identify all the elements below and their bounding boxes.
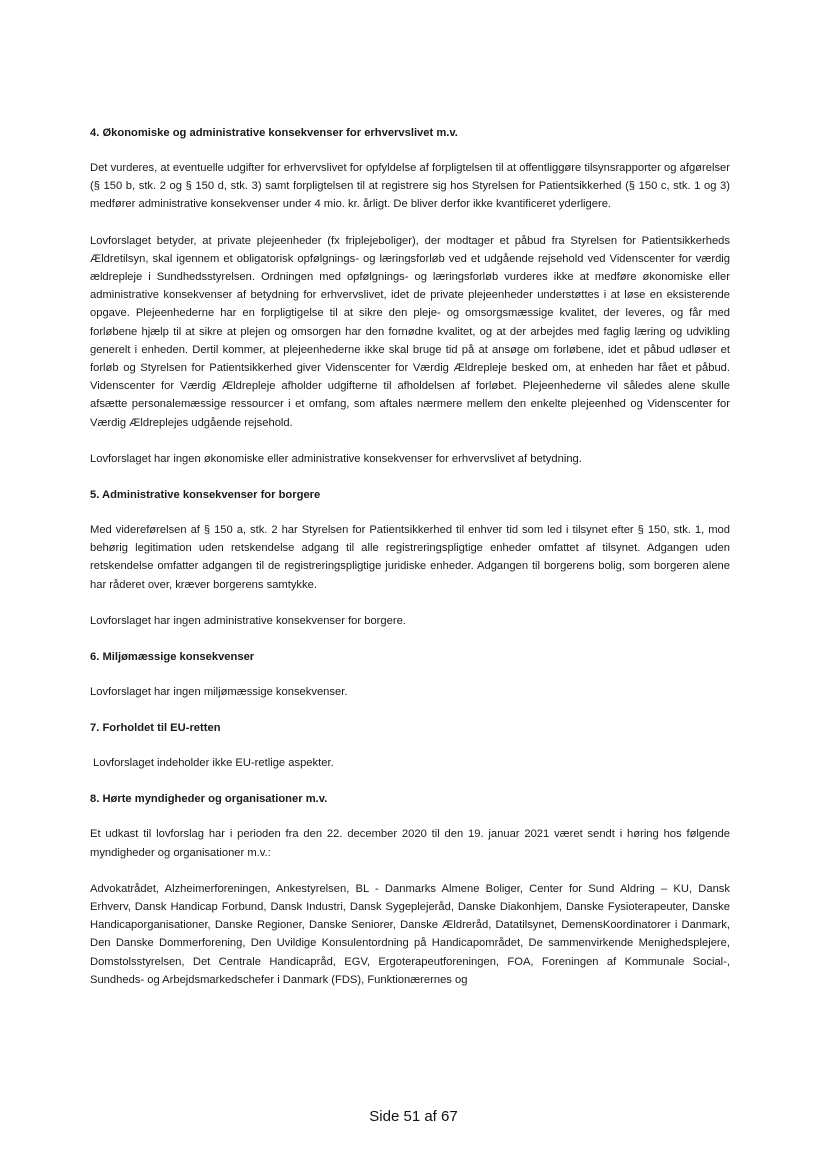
page-number: Side 51 af 67 bbox=[369, 1108, 458, 1125]
section-4-paragraph-3: Lovforslaget har ingen økonomiske eller administrative konsekvenser for erhvervslivet af betydning. bbox=[90, 452, 582, 465]
section-heading-4: 4. Økonomiske og administrative konsekvenser for erhvervslivet m.v. bbox=[90, 127, 458, 139]
section-heading-6: 6. Miljømæssige konsekvenser bbox=[90, 651, 255, 664]
section-8-paragraph-1: Et udkast til lovforslag har i perioden fra den 22. december 2020 til den 19. januar 2021 været sendt i høring hos følgende myndigheder og organisationer m.v.: bbox=[90, 828, 730, 859]
section-heading-8: 8. Hørte myndigheder og organisationer m.v. bbox=[90, 793, 328, 806]
section-5-paragraph-1: Med videreførelsen af § 150 a, stk. 2 har Styrelsen for Patientsikkerhed til enhver tid som led i tilsynet efter § 150, stk. 1, mod behørig legitimation uden retskendelse adgang til alle registreringspligtige enheder omfattet af tilsynet. Adgangen uden retskendelse omfatter adgangen til de registreringspligtige juridiske enheder. Adgangen til borgerens bolig, som borgeren alene har råderet over, kræver borgerens samtykke. bbox=[90, 524, 730, 591]
section-4-paragraph-1: Det vurderes, at eventuelle udgifter for erhvervslivet for opfyldelse af forpligtelsen til at offentliggøre tilsynsrapporter og afgørelser (§ 150 b, stk. 2 og § 150 d, stk. 3) samt forpligtelsen til at registrere sig hos Styrelsen for Patientsikkerhed (§ 150 c, stk. 1 og 3) medfører administrative konsekvenser under 4 mio. kr. årligt. De bliver derfor ikke kvantificeret yderligere. bbox=[90, 162, 730, 211]
document-body bbox=[90, 124, 730, 989]
section-7-paragraph-1: Lovforslaget indeholder ikke EU-retlige aspekter. bbox=[93, 757, 334, 770]
section-4-paragraph-2: Lovforslaget betyder, at private plejeenheder (fx friplejeboliger), der modtager et påbud fra Styrelsen for Patientsikkerheds Ældretilsyn, skal igennem et obligatorisk opfølgnings- og læringsforløb ved et udgående rejsehold ved Videnscenter for værdig ældrepleje i Sundhedsstyrelsen. Ordningen med opfølgnings- og læringsforløb vurderes ikke at medføre økonomiske eller administrative konsekvenser af betydning for erhvervslivet, idet de private plejeenheder understøttes i at løse en eksisterende opgave. Plejeenhederne har en forpligtigelse til at sikre den pleje- og omsorgsmæssige kvalitet, der leveres, og får med forløbene hjælp til at sikre at plejen og omsorgen har den fornødne kvalitet, og at der arbejdes med faglig læring og udvikling generelt i enheden. Dertil kommer, at plejeenhederne ikke skal bruge tid på at ansøge om forløbene, idet et påbud udløser et forløb og Styrelsen for Patientsikkerhed giver Videnscenter for Værdig Ældrepleje besked om, at enheden har fået et påbud. Videnscenter for Værdig Ældrepleje afholder udgifterne til afholdelsen af forløbet. Plejeenhederne vil således alene skulle afsætte personalemæssige ressourcer i et omfang, som aftales nærmere mellem den enkelte plejeenhed og Videnscenter for Værdig Ældreplejes udgående rejsehold. bbox=[90, 234, 730, 429]
section-5-paragraph-2: Lovforslaget har ingen administrative konsekvenser for borgere. bbox=[90, 614, 406, 627]
section-heading-7: 7. Forholdet til EU-retten bbox=[90, 722, 221, 735]
section-8-paragraph-2: Advokatrådet, Alzheimerforeningen, Ankestyrelsen, BL - Danmarks Almene Boliger, Center for Sund Aldring – KU, Dansk Erhverv, Dansk Handicap Forbund, Dansk Industri, Dansk Sygeplejeråd, Danske Diakonhjem, Danske Fysioterapeuter, Danske Handicaporganisationer, Danske Regioner, Danske Seniorer, Danske Ældreråd, Datatilsynet, DemensKoordinatorer i Danmark, Den Danske Dommerforening, Den Uvildige Konsulentordning på Handicapområdet, De sammenvirkende Menighedsplejere, Domstolsstyrelsen, Det Centrale Handicapråd, EGV, Ergoterapeutforeningen, FOA, Foreningen af Kommunale Social-, Sundheds- og Arbejdsmarkedschefer i Danmark (FDS), Funktionærernes og bbox=[90, 882, 730, 986]
section-6-paragraph-1: Lovforslaget har ingen miljømæssige konsekvenser. bbox=[90, 686, 348, 699]
section-heading-5: 5. Administrative konsekvenser for borgere bbox=[90, 489, 321, 502]
